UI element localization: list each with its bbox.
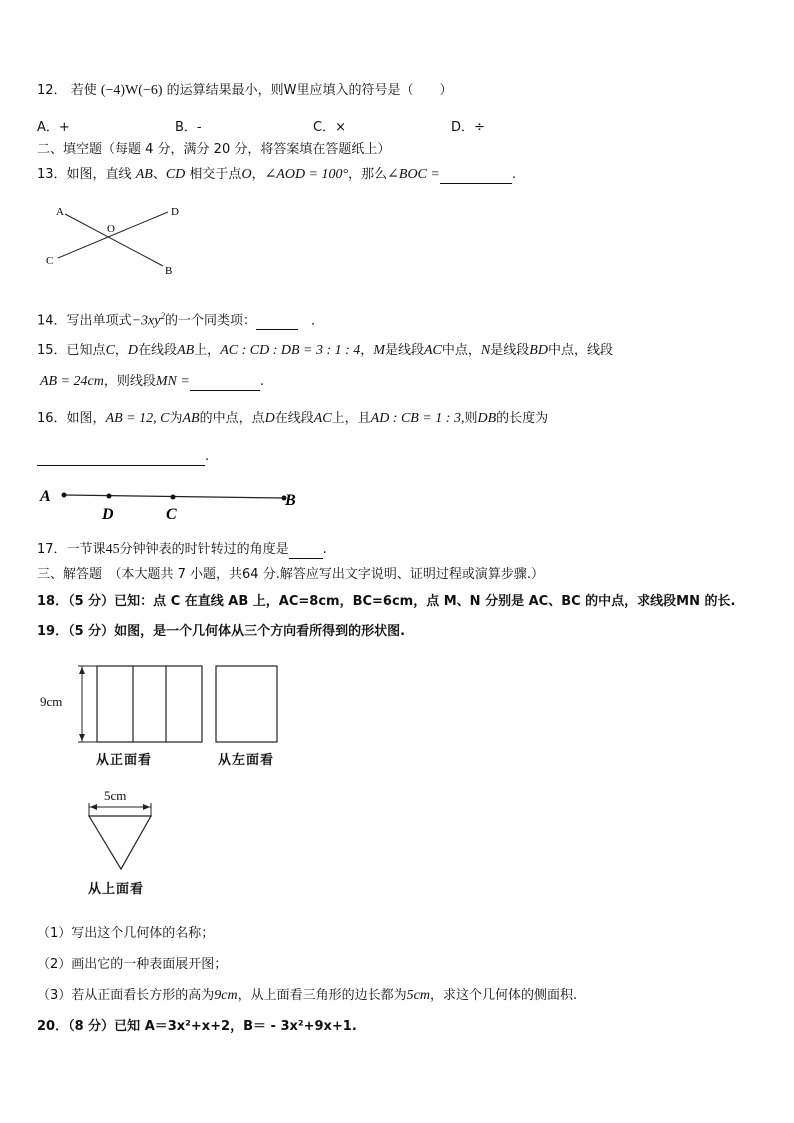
math-c: C (105, 343, 115, 358)
q16-text: 在线段 (274, 411, 314, 426)
front-view-rect (97, 666, 202, 742)
q16-text: 的中点，点 (199, 411, 265, 426)
q15-text: 中点， (441, 343, 481, 358)
q17-text: 一节课 (66, 542, 106, 557)
q14-text: ． (310, 313, 324, 329)
top-view-triangle (89, 816, 151, 869)
q15-line-1 (37, 342, 613, 360)
question-number: 16． (37, 411, 67, 426)
q16-answer-line (37, 448, 209, 466)
question-number: 13． (37, 167, 67, 182)
question-number: 17． (37, 542, 67, 557)
q16-text: 的长度为 (496, 411, 549, 426)
math-monomial: −3xy (131, 313, 161, 329)
label-b: B (165, 265, 173, 277)
height-label: 9cm (40, 694, 63, 709)
math-m: M (373, 343, 385, 358)
q16-segment-figure (38, 484, 308, 524)
answer-blank[interactable] (190, 390, 260, 391)
question-number: 14． (37, 313, 67, 329)
q15-text: ， (360, 343, 374, 358)
top-view-caption: 从上面看 (88, 882, 145, 897)
math-angle-boc: ∠BOC = (387, 167, 440, 182)
q13-text: 、 (152, 167, 166, 182)
q14-line (37, 307, 324, 330)
q16-text: . (205, 449, 210, 464)
label-a: A (40, 488, 51, 505)
math-minutes: 45 (105, 542, 120, 557)
q15-text: 上， (194, 343, 221, 358)
q16-text: 为 (169, 411, 183, 426)
q19-sub-2: （2）画出它的一种表面展开图； (37, 957, 228, 972)
q19-sub-3 (37, 987, 577, 1005)
label-b: B (285, 492, 296, 509)
q13-text: 如图，直线 (66, 167, 132, 182)
section-3-heading: 三、解答题 （本大题共 7 小题，共64 分.解答应写出文字说明、证明过程或演算步骤.） (37, 567, 544, 582)
left-view-rect (216, 666, 277, 742)
q13-text: . (511, 167, 516, 182)
front-view-caption: 从正面看 (96, 753, 153, 768)
section-2-heading: 二、填空题（每题 4 分，满分 20 分，将答案填在答题纸上） (37, 142, 391, 157)
q13-text: ，那么 (348, 167, 388, 182)
answer-blank[interactable] (289, 558, 323, 559)
math-mn: MN = (155, 374, 190, 389)
q15-text: 在线段 (138, 343, 178, 358)
math-d: D (127, 343, 139, 358)
point-c (171, 495, 176, 500)
q19-sub3-text: ，从上面看三角形的边长都为 (237, 988, 407, 1003)
math-n: N (480, 343, 491, 358)
label-c: C (166, 506, 177, 523)
q14-text: 的一个同类项： (164, 313, 256, 329)
math-angle-aod: ∠AOD = 100° (264, 167, 349, 182)
math-bd: BD (529, 343, 548, 358)
q19-line: 19．（5 分）如图，是一个几何体从三个方向看所得到的形状图. (37, 624, 406, 639)
q19-sub3-text: （3）若从正面看长方形的高为 (37, 988, 215, 1003)
q12-option-d: D．÷ (451, 120, 485, 135)
q16-text: 则 (464, 411, 478, 426)
q17-text: . (322, 542, 327, 557)
math-ab: AB (177, 343, 195, 358)
math-cd: CD (165, 167, 186, 182)
q18-line: 18．（5 分）已知：点 C 在直线 AB 上，AC=8cm，BC=6cm，点 M、N 分别是 AC、BC 的中点，求线段MN 的长. (37, 594, 736, 609)
q12-option-b: B．- (175, 120, 202, 135)
q19-sub3-text: ，求这个几何体的侧面积. (429, 988, 578, 1003)
q16-text: 上，且 (331, 411, 371, 426)
q15-line-2 (40, 373, 264, 391)
q13-text: 相交于点 (189, 167, 242, 182)
left-view-caption: 从左面看 (218, 753, 275, 768)
label-d: D (102, 506, 114, 523)
q17-line (37, 541, 327, 559)
q12-expression: (−4)W(−6) (100, 83, 163, 98)
math-ratio: AC : CD : DB = 3 : 1 : 4 (220, 343, 361, 358)
label-d: D (171, 206, 179, 218)
math-exponent: 2 (160, 311, 165, 321)
q14-text: 写出单项式 (66, 313, 132, 329)
q20-line: 20．（8 分）已知 A＝3x²+x+2，B＝ - 3x²+9x+1. (37, 1019, 357, 1034)
width-label: 5cm (104, 788, 127, 803)
q15-text: ， (114, 343, 128, 358)
label-a: A (56, 206, 64, 218)
math-ac: AC (313, 411, 332, 426)
label-o: O (107, 223, 115, 235)
math-height: 9cm (214, 988, 238, 1003)
q13-text: ， (251, 167, 265, 182)
answer-blank[interactable] (37, 465, 205, 466)
q12-option-a: A．+ (37, 120, 70, 135)
question-number: 15． (37, 343, 67, 358)
q13-line (37, 166, 516, 184)
math-ratio: AD : CB = 1 : 3, (370, 411, 465, 426)
q15-text: 已知点 (66, 343, 106, 358)
label-c: C (46, 255, 54, 267)
answer-blank[interactable] (440, 183, 512, 184)
q12-text: 的运算结果最小，则W里应填入的符号是（ ） (166, 83, 453, 98)
q19-three-views-figure (40, 660, 300, 800)
q16-line (37, 410, 548, 428)
q19-sub-1: （1）写出这个几何体的名称； (37, 926, 215, 941)
q15-text: . (259, 374, 264, 389)
q12-line (37, 82, 453, 100)
q17-text: 分钟钟表的时针转过的角度是 (119, 542, 289, 557)
q13-intersecting-lines-figure (40, 200, 190, 280)
q15-text: 中点，线段 (547, 343, 613, 358)
math-o: O (241, 167, 252, 182)
point-a (62, 493, 67, 498)
math-side: 5cm (406, 988, 430, 1003)
q15-text: ，则线段 (103, 374, 156, 389)
math-ab: AB (135, 167, 153, 182)
q12-option-c: C．× (313, 120, 346, 135)
point-d (107, 494, 112, 499)
math-ab: AB (182, 411, 200, 426)
q16-text: 如图， (66, 411, 106, 426)
math-ab: AB = 12, C (105, 411, 170, 426)
math-ac: AC (424, 343, 442, 358)
question-number: 12． (37, 83, 67, 98)
math-d: D (264, 411, 275, 426)
math-db: DB (477, 411, 497, 426)
q12-text: 若使 (70, 83, 97, 98)
math-ab-length: AB = 24cm (40, 374, 104, 389)
q15-text: 是线段 (384, 343, 424, 358)
q15-text: 是线段 (490, 343, 530, 358)
answer-blank[interactable] (256, 329, 298, 330)
